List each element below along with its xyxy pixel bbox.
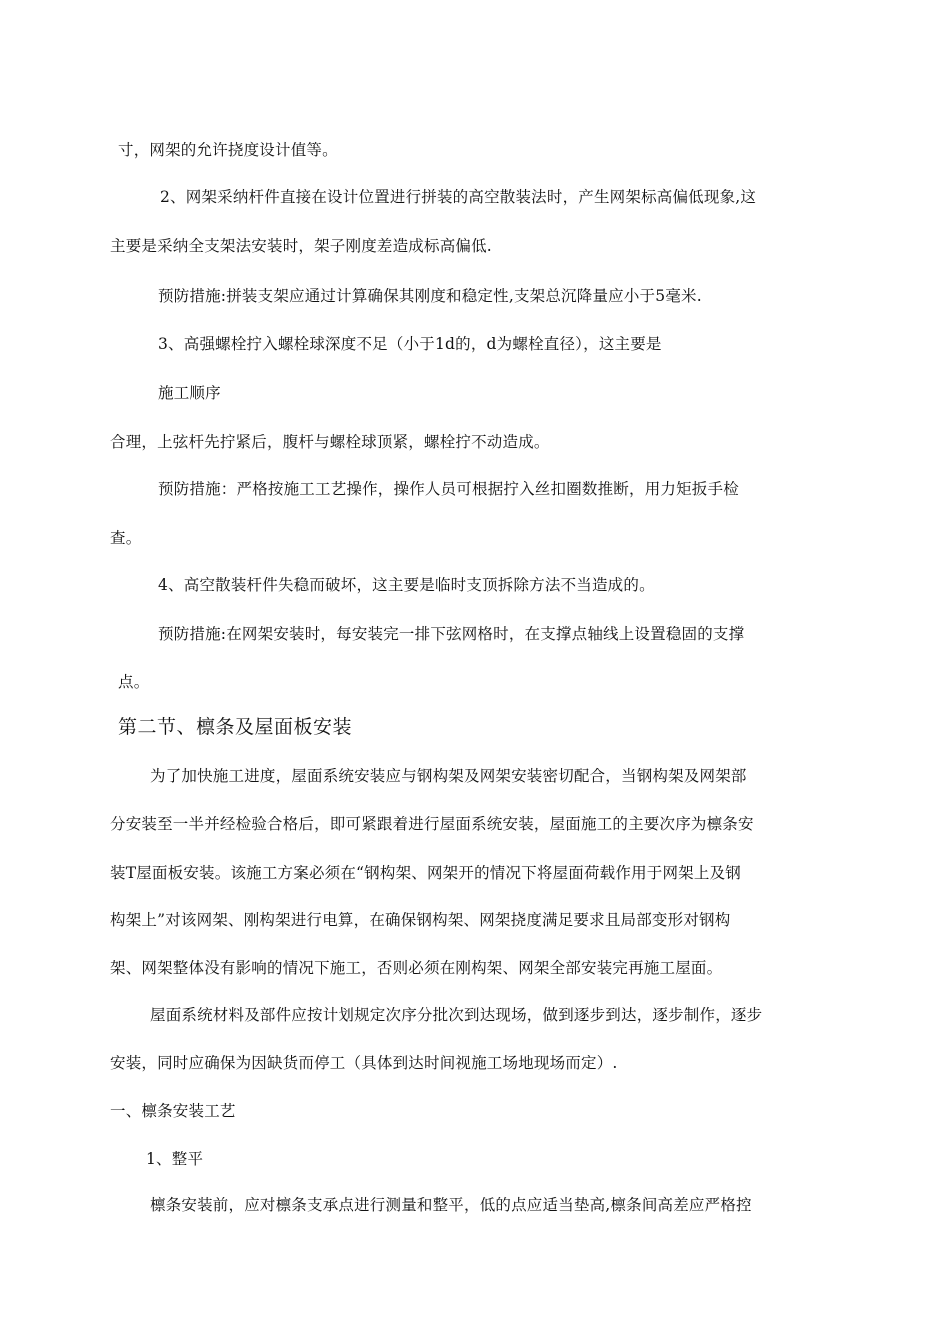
paragraph-line: 屋面系统材料及部件应按计划规定次序分批次到达现场，做到逐步到达，逐步制作，逐步 (150, 1006, 763, 1024)
paragraph-line: 查。 (110, 529, 142, 547)
paragraph-line: 主要是采纳全支架法安装时，架子刚度差造成标高偏低. (110, 237, 492, 255)
paragraph-line: 2、网架采纳杆件直接在设计位置进行拼装的高空散装法时，产生网架标高偏低现象,这 (160, 188, 757, 206)
paragraph-line: 架、网架整体没有影响的情况下施工，否则必须在刚构架、网架全部安装完再施工屋面。 (110, 959, 723, 977)
paragraph-line: 点。 (118, 673, 150, 691)
paragraph-line: 4、高空散装杆件失稳而破坏，这主要是临时支顶拆除方法不当造成的。 (158, 576, 655, 594)
section-heading: 第二节、檩条及屋面板安装 (118, 716, 353, 738)
paragraph-line: 预防措施:拼装支架应通过计算确保其刚度和稳定性,支架总沉降量应小于5毫米. (158, 287, 702, 305)
paragraph-line: 为了加快施工进度，屋面系统安装应与钢构架及网架安装密切配合，当钢构架及网架部 (150, 767, 747, 785)
paragraph-line: 合理，上弦杆先拧紧后，腹杆与螺栓球顶紧，螺栓拧不动造成。 (110, 433, 550, 451)
paragraph-line: 分安装至一半并经检验合格后，即可紧跟着进行屋面系统安装，屋面施工的主要次序为檩条安 (110, 815, 754, 833)
paragraph-line: 施工顺序 (158, 384, 221, 402)
paragraph-line: 寸，网架的允许挠度设计值等。 (118, 141, 338, 159)
paragraph-line: 3、高强螺栓拧入螺栓球深度不足（小于1d的，d为螺栓直径），这主要是 (158, 335, 662, 353)
paragraph-line: 安装，同时应确保为因缺货而停工（具体到达时间视施工场地现场而定）. (110, 1054, 618, 1072)
paragraph-line: 预防措施:在网架安装时，每安装完一排下弦网格时，在支撑点轴线上设置稳固的支撑 (158, 625, 745, 643)
paragraph-line: 构架上”对该网架、刚构架进行电算，在确保钢构架、网架挠度满足要求且局部变形对钢构 (110, 911, 731, 929)
paragraph-line: 装T屋面板安装。该施工方案必须在“钢构架、网架开的情况下将屋面荷载作用于网架上及钢 (110, 864, 741, 882)
paragraph-line: 预防措施：严格按施工工艺操作，操作人员可根据拧入丝扣圈数推断，用力矩扳手检 (158, 480, 739, 498)
list-item: 1、整平 (146, 1150, 204, 1168)
paragraph-line: 檩条安装前，应对檩条支承点进行测量和整平，低的点应适当垫高,檩条间高差应严格控 (150, 1196, 752, 1214)
sub-heading: 一、檩条安装工艺 (110, 1102, 236, 1120)
